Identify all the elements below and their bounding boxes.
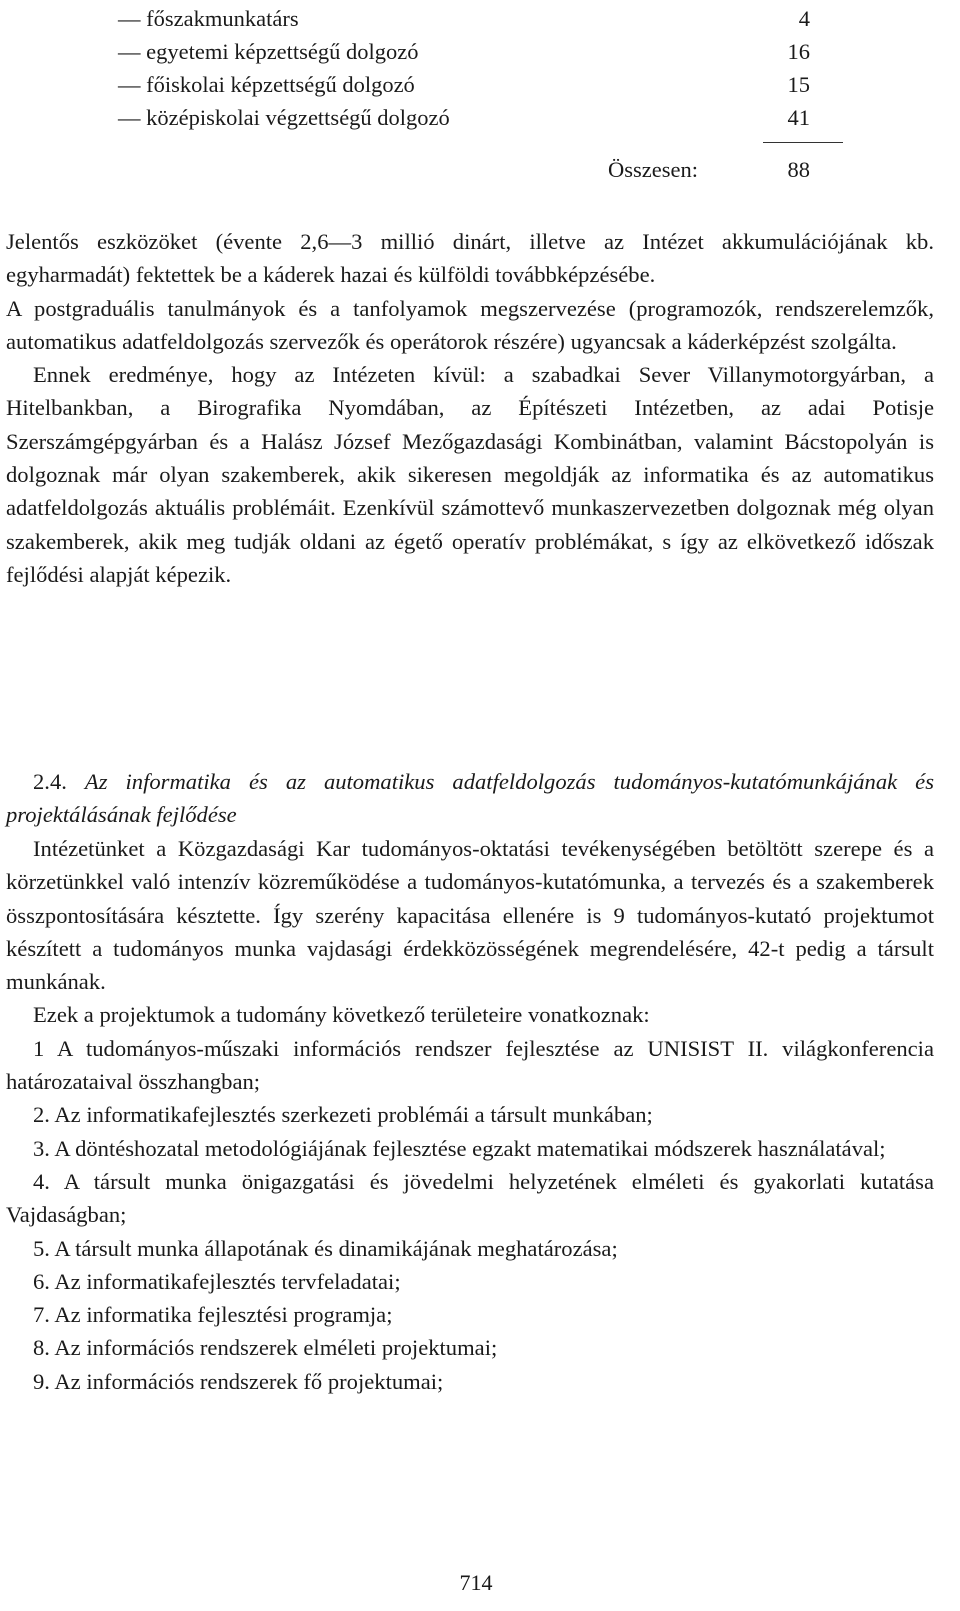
- staff-label: — egyetemi képzettségű dolgozó: [118, 39, 419, 64]
- list-item: 4. A társult munka önigazgatási és jövedelmi helyzetének elméleti és gyakorlati kutatása Vajdaságban;: [6, 1168, 934, 1228]
- list-item: 5. A társult munka állapotának és dinamikájának meghatározása;: [33, 1235, 618, 1261]
- paragraph: Ezek a projektumok a tudomány következő területeire vonatkoznak:: [33, 1002, 650, 1028]
- staff-count: 4: [798, 6, 810, 31]
- paragraph: A postgraduális tanulmányok és a tanfolyamok megszervezése (programozók, rendszerelemzők, automatikus adatfeldolgozás szervezők és operátorok részére) ugyancsak a káderképzést szolgálta.: [6, 295, 934, 354]
- staff-count: 15: [787, 72, 810, 97]
- staff-row: [118, 101, 838, 134]
- list-item: 3. A döntéshozatal metodológiájának fejlesztése egzakt matematikai módszerek használatával;: [33, 1135, 886, 1161]
- section-title: Az informatika és az automatikus adatfeldolgozás tudományos-kutatómunkájának és projektálásának fejlődése: [6, 769, 934, 828]
- list-item: 1 A tudományos-műszaki információs rendszer fejlesztése az UNISIST II. világkonferencia határozataival összhangban;: [6, 1035, 934, 1095]
- staff-label: — főiskolai képzettségű dolgozó: [118, 72, 415, 97]
- staff-count: 16: [787, 39, 810, 64]
- list-item: 6. Az informatikafejlesztés tervfeladatai;: [33, 1268, 401, 1294]
- staff-label: — főszakmunkatárs: [118, 6, 299, 31]
- staff-row: [118, 2, 838, 35]
- paragraph: Intézetünket a Közgazdasági Kar tudományos-oktatási tevékenységében betöltött szerepe és a körzetünkkel való intenzív közreműködése a tudományos-kutatómunka, a tervezés és a szakemberek összpontosítására késztette. Így szerény kapacitása ellenére is 9 tudományos-kutató projektumot készített a tudományos munka vajdasági érdekközösségének megrendelésére, 42-t pedig a társult munkának.: [6, 836, 934, 995]
- staff-row: [118, 35, 838, 68]
- paragraph: Jelentős eszközöket (évente 2,6—3 millió dinárt, illetve az Intézet akkumulációjának kb. egyharmadát) fektettek be a káderek hazai és külföldi továbbképzésébe.: [6, 229, 934, 288]
- staff-table: [118, 2, 838, 182]
- section-heading: [6, 765, 934, 832]
- list-item: 2. Az informatikafejlesztés szerkezeti problémái a társult munkában;: [33, 1102, 653, 1128]
- list-item: 7. Az informatika fejlesztési programja;: [33, 1302, 393, 1328]
- body-block-2: [6, 832, 934, 1398]
- list-item: 9. Az információs rendszerek fő projektumai;: [33, 1368, 444, 1394]
- staff-count: 41: [787, 105, 810, 130]
- sum-rule: [763, 142, 843, 143]
- paragraph: Ennek eredménye, hogy az Intézeten kívül: a szabadkai Sever Villanymotorgyárban, a Hitelbankban, a Birografika Nyomdában, az Építészeti Intézetben, az adai Potisje Szerszámgépgyárban és a Halász József Mezőgazdasági Kombinátban, valamint Bácstopolyán is dolgoznak már olyan szakemberek, akik sikeresen megoldják az informatika és az automatikus adatfeldolgozás aktuális problémáit. Ezenkívül számottevő munkaszervezetben dolgoznak még olyan szakemberek, akik meg tudják oldani az égető operatív problémákat, s így az elkövetkező időszak fejlődési alapját képezik.: [6, 362, 934, 587]
- section-number: 2.4.: [33, 769, 67, 794]
- page-number: 714: [459, 1570, 493, 1595]
- staff-label: — középiskolai végzettségű dolgozó: [118, 105, 450, 130]
- staff-total-label: Összesen:: [608, 157, 698, 182]
- staff-total-value: 88: [787, 157, 810, 182]
- list-item: 8. Az információs rendszerek elméleti projektumai;: [33, 1335, 498, 1361]
- staff-total-row: [118, 152, 838, 188]
- body-block-1: [6, 225, 934, 591]
- staff-row: [118, 68, 838, 101]
